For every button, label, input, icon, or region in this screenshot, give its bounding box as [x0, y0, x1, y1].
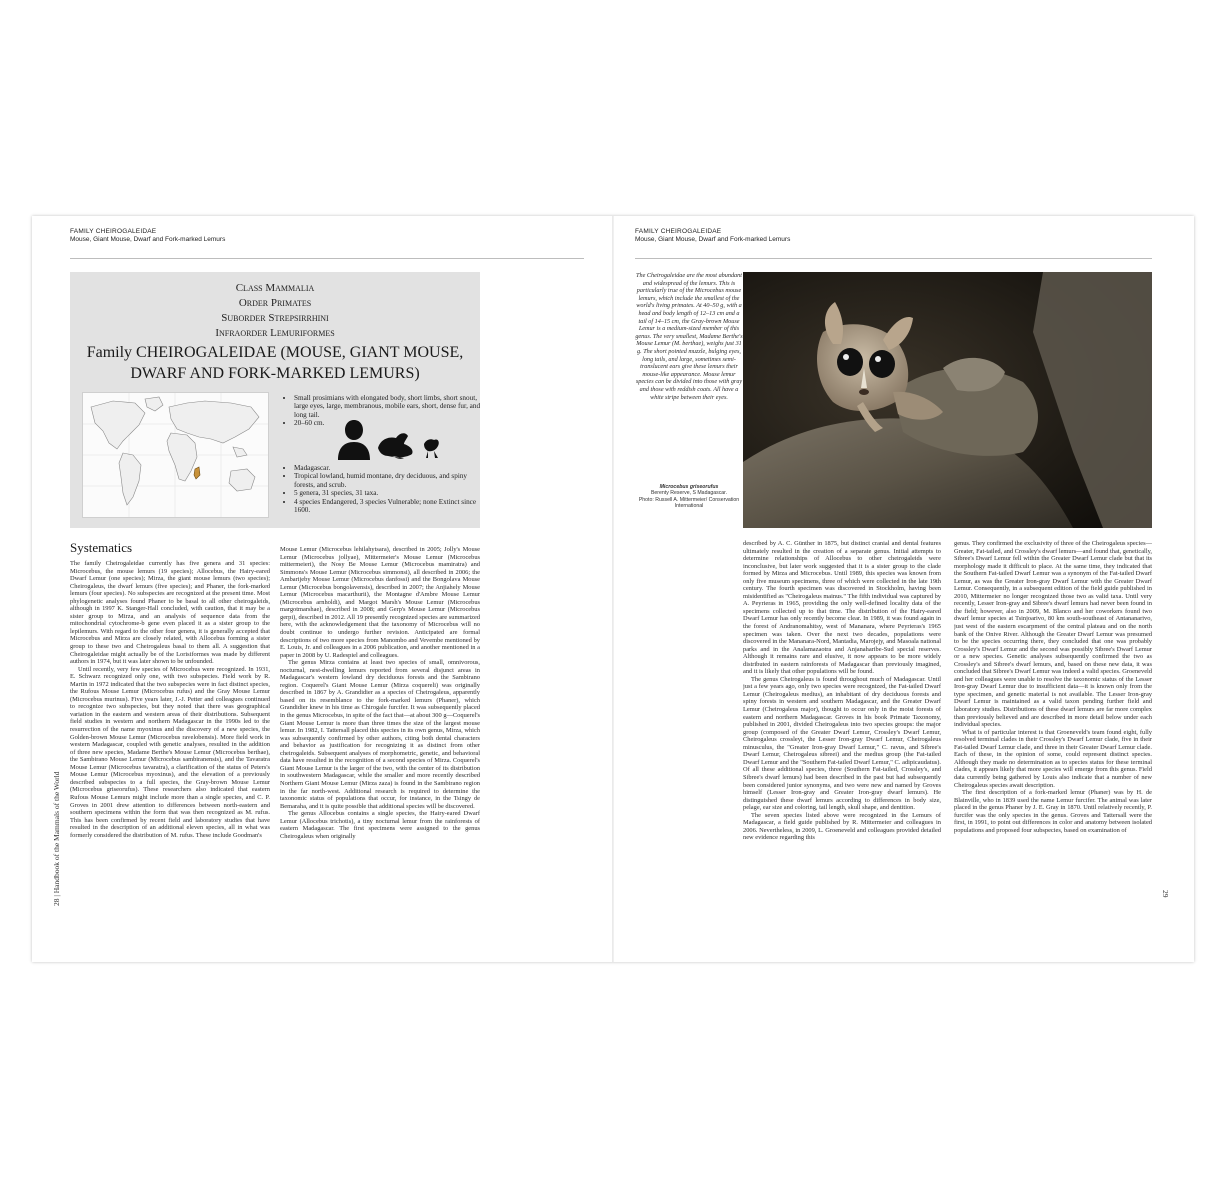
paragraph: The seven species listed above were recognized in the Lemurs of Madagascar, a field guide published by R. Mittermeier and colleagues in 2006. Nevertheless, in 2009, L. Groeneveld and colleagues provided detailed new evidence regarding this [743, 811, 941, 842]
features-list-bottom [284, 464, 484, 514]
human-silhouette [338, 420, 370, 460]
suborder-label: Suborder Strepsirrhini [221, 312, 329, 324]
feature-item: • Small prosimians with elongated body, short limbs, short snout, large eyes, large, membranous, mobile ears, short, dense fur, and long tail. [294, 394, 484, 419]
feature-item: • 20–60 cm. [294, 419, 484, 427]
family-title [82, 342, 468, 384]
credit-species: Microcebus griseorufus [659, 484, 719, 490]
text-column-1 [70, 560, 270, 932]
paragraph: described by A. C. Günther in 1875, but distinct cranial and dental features ultimately resulted in the creation of a separate genus. Initial attempts to determine relationships of Allocebus to other cheirogaleids were inconclusive, but later work suggested that it is a sister group to the clade formed by Mirza and Microcebus. Until 1989, this species was known from only five museum specimens, three of which were collected in the late 19th century. The fourth specimen was discovered in Stockholm, having been misidentified as "Cheirogaleus mainus." The fifth individual was captured by A. Peyrieras in 1965, providing the only well-defined locality data of the specimens collected up to that time. The distribution of the Hairy-eared Dwarf Lemur has only recently become clear. In 1989, it was found again in the forest of Andranomahitsy, west of Mananara, where Peyrieras's 1965 specimen was taken. Over the next two decades, populations were discovered in the Mananara-Nord, Mantadia, Marojejy, and Masoala national parks and in the Analamazaotra and Anjanaharibe-Sud special reserves. Although it remains rare and elusive, it now appears to be more widely distributed in eastern rainforests of Madagascar than previously imagined, and it is likely that other populations will be found. [743, 540, 941, 676]
feature-item: • 4 species Endangered, 3 species Vulnerable; none Extinct since 1600. [294, 498, 484, 515]
running-head-family: FAMILY CHEIROGALEIDAE [70, 228, 157, 235]
feature-item: • Madagascar. [294, 464, 484, 472]
feature-item: • 5 genera, 31 species, 31 taxa. [294, 489, 484, 497]
lemur-silhouette-large [378, 433, 413, 459]
feature-item: • Tropical lowland, humid montane, dry deciduous, and spiny forests, and scrub. [294, 472, 484, 489]
distribution-map [82, 392, 269, 518]
header-rule-left [70, 258, 584, 259]
running-head-left [70, 228, 225, 244]
order-label: Order Primates [238, 297, 312, 309]
book-spread [32, 216, 1194, 962]
credit-location: Berenty Reserve, S Madagascar. [650, 490, 728, 497]
paragraph: The genus Allocebus contains a single species, the Hairy-eared Dwarf Lemur (Allocebus trichotis), a tiny nocturnal lemur from the rainforests of eastern Madagascar. The first specimens were assigned to the genus Cheirogaleus when originally [280, 810, 480, 840]
photo-credit [635, 484, 743, 510]
folio-right: 29 [1161, 890, 1170, 898]
lemur-silhouette-small [424, 439, 439, 458]
folio-left: 28 | Handbook of the Mammals of the World [52, 771, 61, 906]
text-column-4 [954, 540, 1152, 932]
class-label: Class Mammalia [235, 282, 315, 294]
text-column-3 [743, 540, 941, 932]
classification-box [70, 272, 480, 528]
paragraph: Mouse Lemur (Microcebus lehilahytsara), described in 2005; Jolly's Mouse Lemur (Microcebus jollyae), Mittermeier's Mouse Lemur (Microcebus mittermeieri), the Nosy Be Mouse Lemur (Microcebus mamiratra) and Simmons's Mouse Lemur (Microcebus simmonsi), all described in 2006; the Ambarijeby Mouse Lemur (Microcebus danfossi) and the Bongolava Mouse Lemur (Microcebus bongolavensis), described in 2007; the Anjiahely Mouse Lemur (Microcebus macarthurii), the Montagne d'Ambre Mouse Lemur (Microcebus arnholdi), and Margot Marsh's Mouse Lemur (Microcebus margotmarshae), described in 2008; and Gerp's Mouse Lemur (Microcebus gerpi), described in 2012. All 19 presently recognized species are summarized here, with the acknowledgement that the taxonomy of Microcebus will no doubt continue to undergo further revision. Anticipated are formal descriptions of two more species from Manombo and Vevembe mentioned by E. Louis, Jr. and colleagues in a 2006 publication, and another mentioned in a paper in 2008 by U. Radespiel and colleagues. [280, 546, 480, 659]
running-head-right [635, 228, 790, 244]
photo-caption: The Cheirogaleidae are the most abundant and widespread of the lemurs. This is particularly true of the Microcebus mouse lemurs, which include the smallest of the world's living primates. At 40–50 g, with a head and body length of 12–13 cm and a tail of 14–15 cm, the Gray-brown Mouse Lemur is a medium-sized member of this genus. The very smallest, Madame Berthe's Mouse Lemur (M. berthae), weighs just 31 g. The short pointed muzzle, bulging eyes, long tails, and large, sometimes semi-translucent ears give these lemurs their mouse-like appearance. Mouse lemur species can be divided into those with gray and those with reddish coats. All have a white stripe between their eyes. [635, 272, 743, 401]
mouse-lemur-photo [743, 272, 1152, 528]
running-head-subtitle: Mouse, Giant Mouse, Dwarf and Fork-marked Lemurs [635, 236, 791, 243]
paragraph: What is of particular interest is that Groeneveld's team found eight, fully resolved terminal clades in their Crossley's Dwarf Lemur clade, five in their Fat-tailed Dwarf Lemur clade, and three in their Greater Dwarf Lemur clade. Each of these, in the opinion of some, could represent distinct species. Although they made no determination as to species status for these terminal clades, it appears likely that more species will emerge from this genus. Field data currently being gathered by Louis also indicate that a number of new Cheirogaleus species await description. [954, 728, 1152, 789]
paragraph: genus. They confirmed the exclusivity of three of the Cheirogaleus species—Greater, Fat-tailed, and Crossley's dwarf lemurs—and found that, genetically, Sibree's Dwarf Lemur fell within the Greater Dwarf Lemur clade but that its morphology made it difficult to place. At the same time, they indicated that the Southern Fat-tailed Dwarf Lemur was a synonym of the Fat-tailed Dwarf Lemur, as was the Greater Iron-gray Dwarf Lemur with the Greater Dwarf Lemur. Consequently, in a subsequent edition of the field guide published in 2010, Mittermeier no longer recognized those two as valid taxa. Until very recently, Lesser Iron-gray and Sibree's dwarf lemurs had never been found in the field; however, also in 2009, M. Blanco and her coworkers found two dwarf lemur species at Tsinjoarivo, 80 km south-southeast of Antananarivo, just west of the eastern escarpment of the central plateau and on the north bank of the Onive River. Although the Greater Dwarf Lemur was presumed to be the species occurring there, they concluded that one was probably Crossley's Dwarf Lemur and the second was possibly Sibree's Dwarf Lemur or a new species. Genetic analyses subsequently confirmed the two as Crossley's and Sibree's dwarf lemurs, and, based on these new data, it was concluded that Sibree's Dwarf Lemur was indeed a valid species. Groeneveld and her colleagues were unable to resolve the taxonomic status of the Lesser Iron-gray Dwarf Lemur due to insufficient data—it is known only from the type specimen, and genetic material is not available. The Lesser Iron-gray Dwarf Lemur is maintained as a valid taxon pending further field and laboratory studies. Distributions of these dwarf lemurs are far more complex than previously believed and are described in more detail below under each individual species. [954, 540, 1152, 729]
family-title-line2: DWARF AND FORK-MARKED LEMURS) [130, 365, 420, 382]
gutter [612, 216, 614, 962]
infraorder-label: Infraorder Lemuriformes [215, 327, 335, 339]
text-column-2 [280, 546, 480, 932]
paragraph: The genus Cheirogaleus is found throughout much of Madagascar. Until just a few years ago, only two species were recognized, the Fat-tailed Dwarf Lemur (Cheirogaleus medius), an inhabitant of dry deciduous forests and spiny forests in western and southern Madagascar, and the Greater Dwarf Lemur (Cheirogaleus major), thought to occur only in the moist forests of eastern and northern Madagascar. Groves in his book Primate Taxonomy, published in 2001, divided Cheirogaleus into two species groups: the major group (composed of the Greater Dwarf Lemur, Crossley's Dwarf Lemur, Cheirogaleus crossleyi, the Lesser Iron-gray Dwarf Lemur, Cheirogaleus minusculus, the "Greater Iron-gray Dwarf Lemur," C. ravus, and Sibree's Dwarf Lemur, Cheirogaleus sibreei) and the medius group (the Fat-tailed Dwarf Lemur and the "Southern Fat-tailed Dwarf Lemur," C. adipicaudatus). Of all these additional species, three (Southern Fat-tailed, Crossley's, and Sibree's dwarf lemurs) had been described in the past but had subsequently been considered junior synonyms, and two were new and named by Groves himself (Lesser Iron-gray and Greater Iron-gray dwarf lemurs). He distinguished these dwarf lemurs according to differences in body size, pelage, ear size and coloring, tail length, skull shape, and dentition. [743, 675, 941, 812]
header-rule-right [635, 258, 1152, 259]
world-map-graphic [83, 393, 268, 517]
paragraph: The first description of a fork-marked lemur (Phaner) was by H. de Blainville, who in 1839 used the name Lemur furcifer. The animal was later placed in the genus Phaner by J. E. Gray in 1870. Until relatively recently, P. furcifer was the only species in the genus. Groves and Tattersall were the first, in 1991, to point out differences in color and anatomy between isolated populations and proposed four subspecies, based on examination of [954, 789, 1152, 834]
running-head-family: FAMILY CHEIROGALEIDAE [635, 228, 722, 235]
size-silhouettes [334, 418, 444, 460]
credit-photographer: Photo: Russell A. Mittermeier/ Conservation International [638, 496, 740, 510]
running-head-subtitle: Mouse, Giant Mouse, Dwarf and Fork-marked Lemurs [70, 236, 226, 243]
paragraph: The genus Mirza contains at least two species of small, omnivorous, nocturnal, nest-dwelling lemurs reported from several disjunct areas in Madagascar's western lowland dry deciduous forests and the Sambirano region. Coquerel's Giant Mouse Lemur (Mirza coquereli) was originally described in 1867 by A. Grandidier as a species of Cheirogaleus, apparently based on its resemblance to the fork-marked lemurs (Phaner), which Grandidier knew in his time as Chirogale furcifer. It was subsequently placed in the genus Microcebus, in spite of the fact that—at about 300 g—Coquerel's Giant Mouse Lemur is more than three times the size of the largest mouse lemur. In 1982, I. Tattersall placed this species in its own genus, Mirza, which was subsequently confirmed by other authors, citing both dental characters and behavior as justification for recognizing it as distinct from other cheirogaleids. Subsequent analyses of morphometric, genetic, and behavioral data have resulted in the recognition of a second species of Mirza. Coquerel's Giant Mouse Lemur is the larger of the two, with the center of its distribution in southwestern Madagascar, while the smaller and more recently described Northern Giant Mouse Lemur (Mirza zaza) is found in the Sambirano region in the far north-west. Additional research is required to determine the taxonomic status of populations that occur, for instance, in the Tsingy de Bemaraha, and it is quite possible that additional species will be discovered. [280, 659, 480, 810]
family-title-line1: Family CHEIROGALEIDAE (MOUSE, GIANT MOUSE, [86, 344, 464, 361]
paragraph: The family Cheirogaleidae currently has five genera and 31 species: Microcebus, the mouse lemurs (19 species); Allocebus, the Hairy-eared Dwarf Lemur (one species); Mirza, the giant mouse lemurs (two species); Cheirogaleus, the dwarf lemurs (five species); and Phaner, the fork-marked lemurs (four species). No subspecies are recognized at the present time. Most phylogenetic analyses found Phaner to be basal to all other cheirogaleids, although in 1997 K. Stanger-Hall concluded, with caution, that it may be a sister group to Mirza, and an analysis of sequence data from the mitochondrial cytochrome-b gene even placed it as a sister group to the lepilemurs. With regard to the other four genera, it is generally accepted that Microcebus and Mirza are closely related, with Allocebus forming a sister group to these two and Cheirogaleus basal to them all. A suggestion that Cheirogaleidae might actually be of the Lorisiformes was made by different authors in 1974, but it was later shown to be unfounded. [70, 560, 270, 666]
section-heading: Systematics [70, 540, 133, 555]
paragraph: Until recently, very few species of Microcebus were recognized. In 1931, E. Schwarz recognized only one, with two subspecies. Field work by R. Martin in 1972 indicated that the two subspecies were in fact distinct species, the Rufous Mouse Lemur (Microcebus rufus) and the Gray Mouse Lemur (Microcebus murinus). Five years later, J.-J. Petter and colleagues continued to recognize two subspecies, but they noted that there was geographical variation in the eastern and western areas of their distributions. Subsequent field studies in western and northern Madagascar in the 1990s led to the resurrection of the name myoxinus and the discovery of a new species, the Golden-brown Mouse Lemur (Microcebus ravelobensis). More field work in western Madagascar, coupled with genetic analyses, resulted in the addition of three new species, Madame Berthe's Mouse Lemur (Microcebus berthae), the Sambirano Mouse Lemur (Microcebus sambiranensis), and the Tavaratra Mouse Lemur (Microcebus tavaratra), a clarification of the status of Peters's Mouse Lemur (Microcebus myoxinus), and the elevation of a previously described subspecies to a full species, the Gray-brown Mouse Lemur (Microcebus griseorufus). These researchers also indicated that eastern Rufous Mouse Lemurs might include more than a single species, and C. P. Groves in 2001 drew attention to differences between north-eastern and southern specimens within the form that was then recognized as M. rufus. This has been confirmed by recent field and laboratory studies that have resulted in the description of an additional eleven species, all in what was formerly considered the distribution of M. rufus. These include Goodman's [70, 665, 270, 839]
